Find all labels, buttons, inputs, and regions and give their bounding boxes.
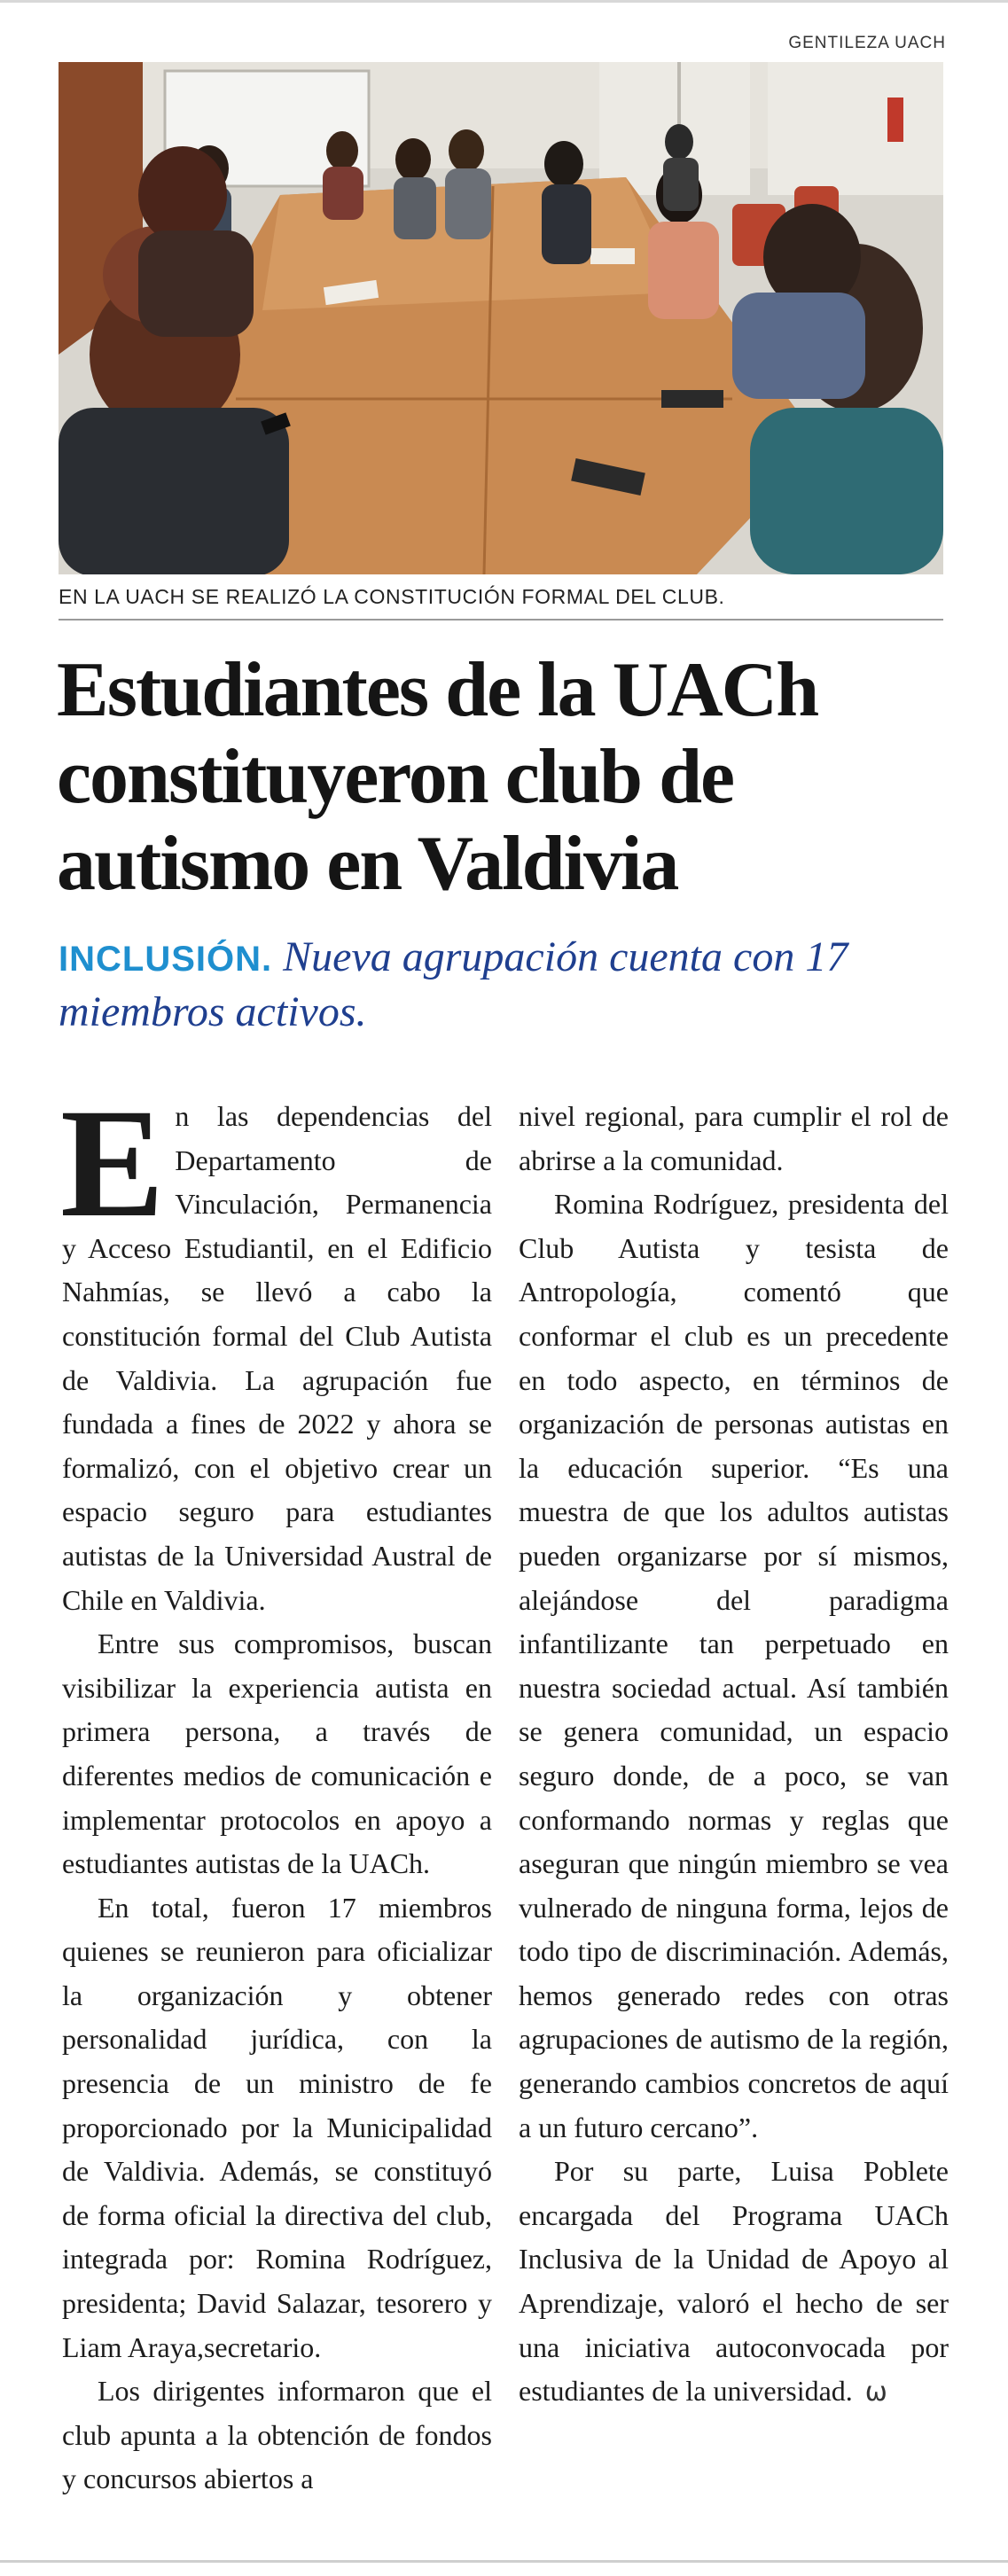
headline xyxy=(57,647,952,908)
paragraph-1 xyxy=(60,1077,492,1622)
photo-caption: EN LA UACH SE REALIZÓ LA CONSTITUCIÓN FORMAL DEL CLUB. xyxy=(59,585,725,608)
top-rule xyxy=(0,0,1008,9)
caption-divider xyxy=(59,619,943,621)
paragraph-6 xyxy=(519,2150,949,2415)
headline-line-3: autismo en Valdivia xyxy=(57,821,678,907)
paragraph-2: Entre sus compromisos, buscan visibilizar la experiencia autista en primera persona, a través de diferentes medios de comunicación e implementar protocolos en apoyo a estudiantes autistas de la UACh. xyxy=(62,1628,492,1880)
deck xyxy=(59,931,954,1039)
headline-line-2: constituyeron club de xyxy=(57,734,734,820)
paragraph-5: Romina Rodríguez, presidenta del Club Autista y tesista de Antropología, comentó que conformar el club es un precedente en todo aspecto, en términos de organización de personas autistas en la educación superior. “Es una muestra de que los adultos autistas pueden organizarse por sí mismos, alejándose del paradigma infantilizante tan perpetuado en nuestra sociedad actual. Así también se genera comunidad, un espacio seguro donde, de a poco, se van conformando normas y reglas que aseguran que ningún miembro se vea vulnerado de ninguna forma, lejos de todo tipo de discriminación. Además, hemos generado redes con otras agrupaciones de autismo de la región, generando cambios concretos de aquí a un futuro cercano”. xyxy=(519,1188,949,2143)
headline-line-1: Estudiantes de la UACh xyxy=(57,647,818,733)
drop-cap: E xyxy=(60,1077,165,1250)
paragraph-3: En total, fueron 17 miembros quienes se reunieron para oficializar la organización y obtener personalidad jurídica, con la presencia de un ministro de fe proporcionado por la Municipalidad de Valdivia. Además, se constituyó de forma oficial la directiva del club, integrada por: Romina Rodríguez, presidenta; David Salazar, tesorero y Liam Araya,secretario. xyxy=(62,1891,492,2363)
end-mark-icon: ω xyxy=(864,2377,887,2408)
paragraph-4: Los dirigentes informaron que el club apunta a la obtención de fondos y concursos abiertos a xyxy=(62,2375,492,2495)
paragraph-6-text: Por su parte, Luisa Poblete encargada del Programa UACh Inclusiva de la Unidad de Apoyo al Aprendizaje, valoró el hecho de ser una iniciativa autoconvocada por estudiantes de la universidad. xyxy=(519,2155,949,2408)
bottom-rule xyxy=(0,2560,1008,2563)
column-right xyxy=(519,1095,949,2415)
photo-students-meeting-table-icon xyxy=(59,62,943,574)
article-body xyxy=(60,1077,949,2531)
section-kicker: INCLUSIÓN. xyxy=(59,940,273,979)
paragraph-1-text: n las dependencias del Departamento de Vinculación, Permanencia y Acceso Estudiantil, en el Edificio Nahmías, se llevó a cabo la constitución formal del Club Autista de Valdivia. La agrupación fue fundada a fines de 2022 y ahora se formalizó, con el objetivo crear un espacio seguro para estudiantes autistas de la Universidad Austral de Chile en Valdivia. xyxy=(62,1100,492,1616)
article-photo xyxy=(59,62,943,574)
paragraph-4-continued: nivel regional, para cumplir el rol de abrirse a la comunidad. xyxy=(519,1100,949,1176)
deck-text: Nueva agrupación cuenta con 17 miembros activos. xyxy=(59,933,848,1035)
column-left xyxy=(60,1077,492,2502)
photo-credit: GENTILEZA UACH xyxy=(788,34,946,52)
